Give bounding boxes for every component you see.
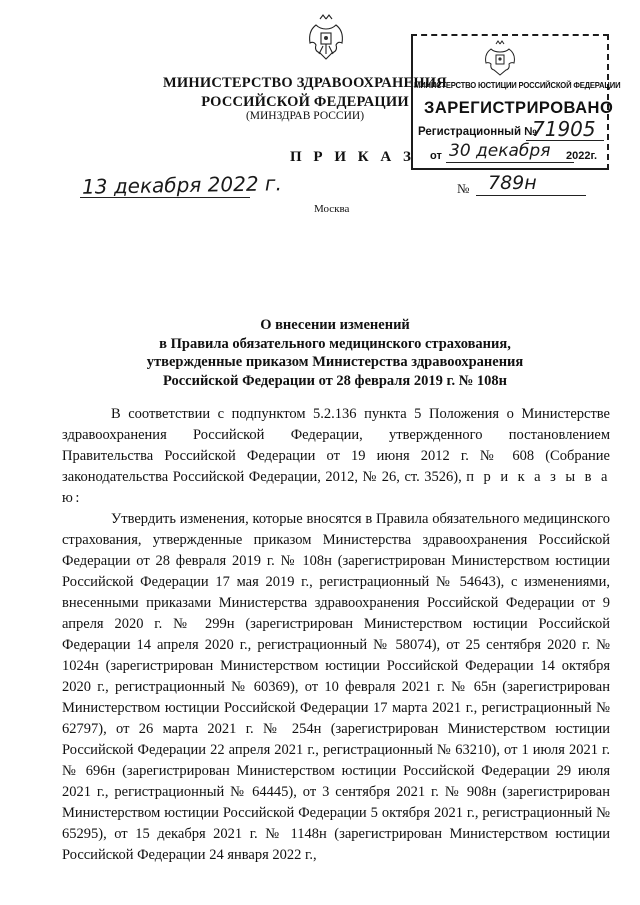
title-line-1: О внесении изменений <box>260 317 410 333</box>
stamp-reg-number: 71905 <box>532 117 596 141</box>
document-type: П Р И К А З <box>290 149 415 165</box>
document-title <box>100 316 570 390</box>
handwritten-date: 13 декабря 2022 г. <box>81 171 283 199</box>
stamp-reg-number-label: Регистрационный № <box>418 126 538 138</box>
stamp-date-label: от <box>430 150 442 162</box>
stamp-date-underline <box>446 162 574 163</box>
ministry-line-1: МИНИСТЕРСТВО ЗДРАВООХРАНЕНИЯ <box>163 75 447 91</box>
coat-of-arms-icon <box>306 13 346 63</box>
stamp-date: 30 декабря <box>449 141 551 161</box>
handwritten-order-number: 789н <box>488 172 537 194</box>
stamp-coat-of-arms-icon <box>483 40 517 78</box>
title-line-2: в Правила обязательного медицинского страхования, <box>159 335 511 352</box>
order-word: п р и к а з ы в а ю: <box>62 469 610 506</box>
document-body <box>62 404 610 866</box>
ministry-line-2: РОССИЙСКОЙ ФЕДЕРАЦИИ <box>201 94 409 110</box>
stamp-year: 2022г. <box>566 150 598 162</box>
paragraph-1 <box>62 404 610 509</box>
title-line-3: утвержденные приказом Министерства здравоохранения <box>146 354 524 370</box>
ministry-short-name: (МИНЗДРАВ РОССИИ) <box>245 110 365 122</box>
city: Москва <box>314 203 350 215</box>
order-number-prefix: № <box>457 181 470 196</box>
paragraph-1-text: В соответствии с подпунктом 5.2.136 пункта 5 Положения о Министерстве здравоохранения Российской Федерации, утвержденного постановлением Правительства Российской Федерации от 19 июня 2012 г. № 608 (Собрание законодательства Российской Федерации, 2012, № 26, ст. 3526), <box>62 406 610 485</box>
stamp-status: ЗАРЕГИСТРИРОВАНО <box>424 99 614 117</box>
stamp-authority: МИНИСТЕРСТВО ЮСТИЦИИ РОССИЙСКОЙ ФЕДЕРАЦИИ <box>414 80 621 90</box>
title-line-4: Российской Федерации от 28 февраля 2019 г. № 108н <box>162 372 508 389</box>
number-underline <box>476 195 586 196</box>
date-underline <box>80 197 250 198</box>
paragraph-2: Утвердить изменения, которые вносятся в Правила обязательного медицинского страхования, утвержденные приказом Министерства здравоохранения Российской Федерации от 28 февраля 2019 г. № 108н (зарегистрирован Министерством юстиции Российской Федерации 17 мая 2019 г., регистрационный № 54643), с изменениями, внесенными приказами Министерства здравоохранения Российской Федерации от 9 апреля 2020 г. № 299н (зарегистрирован Министерством юстиции Российской Федерации 14 апреля 2020 г., регистрационный № 58074), от 25 сентября 2020 г. № 1024н (зарегистрирован Министерством юстиции Российской Федерации 14 октября 2020 г., регистрационный № 60369), от 10 февраля 2021 г. № 65н (зарегистрирован Министерством юстиции Российской Федерации 17 марта 2021 г., регистрационный № 62797), от 26 марта 2021 г. № 254н (зарегистрирован Министерством юстиции Российской Федерации 22 апреля 2021 г., регистрационный № 63210), от 1 июля 2021 г. № 696н (зарегистрирован Министерством юстиции Российской Федерации 29 июля 2021 г., регистрационный № 64445), от 3 сентября 2021 г. № 908н (зарегистрирован Министерством юстиции Российской Федерации 5 октября 2021 г., регистрационный № 65295), от 15 декабря 2021 г. № 1148н (зарегистрирован Министерством юстиции Российской Федерации 24 января 2022 г., <box>62 511 610 863</box>
